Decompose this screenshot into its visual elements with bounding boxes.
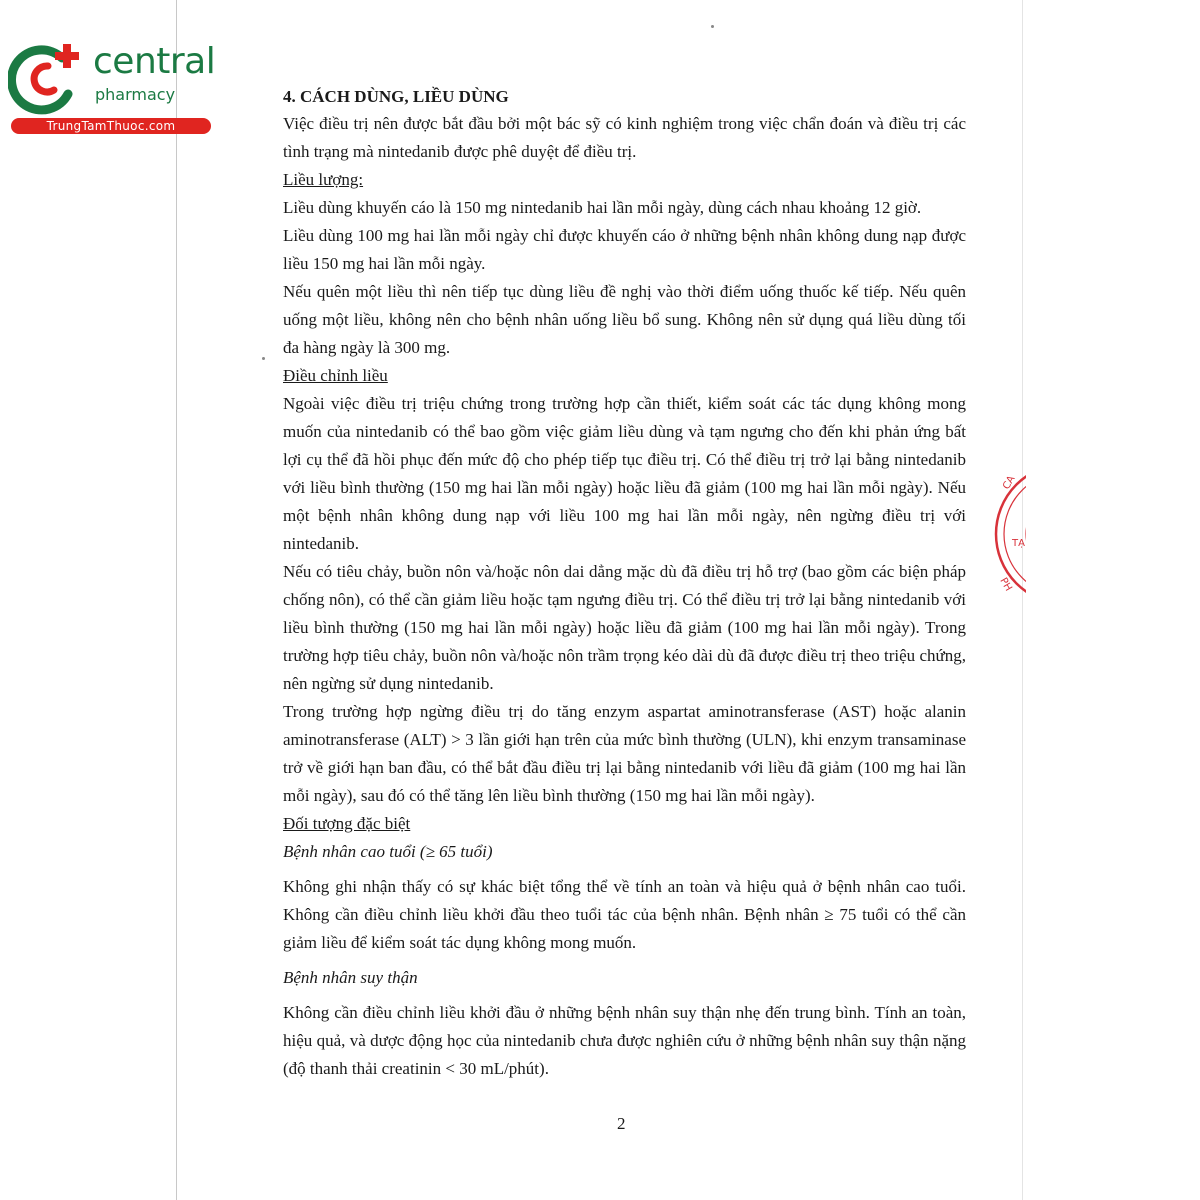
document-body [283,84,966,1083]
elderly-paragraph: Không ghi nhận thấy có sự khác biệt tổng thể về tính an toàn và hiệu quả ở bệnh nhân cao tuổi. Không cần điều chỉnh liều khởi đầu theo tuổi tác của bệnh nhân. Bệnh nhân ≥ 75 tuổi có thể cần giảm liều để kiểm soát tác dụng không mong muốn. [283,877,966,952]
logo-site-banner: TrungTamThuoc.com [11,118,211,134]
renal-paragraph: Không cần điều chỉnh liều khởi đầu ở những bệnh nhân suy thận nhẹ đến trung bình. Tính an toàn, hiệu quả, và dược động học của nintedanib chưa được nghiên cứu ở những bệnh nhân suy thận nặng (độ thanh thải creatinin < 30 mL/phút). [283,1003,966,1078]
adjustment-paragraph-1: Ngoài việc điều trị triệu chứng trong trường hợp cần thiết, kiểm soát các tác dụng không mong muốn của nintedanib có thể bao gồm việc giảm liều dùng và tạm ngưng cho đến khi phản ứng bất lợi cụ thể đã hồi phục đến mức độ cho phép tiếp tục điều trị. Có thể điều trị trở lại bằng nintedanib với liều bình thường (150 mg hai lần mỗi ngày) hoặc liều đã giảm (100 mg hai lần mỗi ngày). Nếu một bệnh nhân không dung nạp với liều 100 mg hai lần mỗi ngày, nên ngừng điều trị với nintedanib. [283,394,966,553]
page-number: 2 [617,1114,626,1133]
dosage-paragraph-2: Liều dùng 100 mg hai lần mỗi ngày chỉ được khuyến cáo ở những bệnh nhân không dung nạp được liều 150 mg hai lần mỗi ngày. [283,226,966,273]
elderly-subtitle: Bệnh nhân cao tuổi (≥ 65 tuổi) [283,842,493,861]
adjustment-paragraph-3: Trong trường hợp ngừng điều trị do tăng enzym aspartat aminotransferase (AST) hoặc alanin aminotransferase (ALT) > 3 lần giới hạn trên của mức bình thường (ULN), khi enzym transaminase trở về giới hạn ban đầu, có thể bắt đầu điều trị lại bằng nintedanib với liều đã giảm (100 mg hai lần mỗi ngày), sau đó có thể tăng lên liều bình thường (150 mg hai lần mỗi ngày). [283,702,966,805]
adjustment-paragraph-2: Nếu có tiêu chảy, buồn nôn và/hoặc nôn dai dẳng mặc dù đã điều trị hỗ trợ (bao gồm các biện pháp chống nôn), có thể cần giảm liều hoặc tạm ngưng điều trị. Có thể điều trị trở lại bằng nintedanib với liều bình thường (150 mg hai lần mỗi ngày) hoặc liều đã giảm (100 mg hai lần mỗi ngày). Trong trường hợp tiêu chảy, buồn nôn và/hoặc nôn trầm trọng kéo dài dù đã được điều trị theo triệu chứng, nên ngừng sử dụng nintedanib. [283,562,966,693]
svg-text:TẠ: TẠ [1012,538,1025,549]
dosage-paragraph-3: Nếu quên một liều thì nên tiếp tục dùng liều đề nghị vào thời điểm uống thuốc kế tiếp. Nếu quên uống một liều, không nên cho bệnh nhân uống liều bổ sung. Không nên sử dụng quá liều dùng tối đa hàng ngày là 300 mg. [283,282,966,357]
logo-subtitle: pharmacy [95,85,176,104]
svg-text:PH: PH [997,576,1014,594]
red-seal-stamp [992,460,1026,608]
adjustment-title: Điều chỉnh liều [283,366,388,385]
section-heading: 4. CÁCH DÙNG, LIỀU DÙNG [283,87,509,106]
logo-brand-name: central [93,41,216,82]
dosage-paragraph-1: Liều dùng khuyến cáo là 150 mg nintedanib hai lần mỗi ngày, dùng cách nhau khoảng 12 giờ. [283,198,922,217]
special-populations-title: Đối tượng đặc biệt [283,814,411,833]
page-edge-left [176,0,177,1200]
renal-subtitle: Bệnh nhân suy thận [283,968,418,987]
scan-speck [262,357,265,360]
scan-speck [711,25,714,28]
central-pharmacy-logo [8,38,216,138]
pharmacy-cross-logo-icon [8,38,88,116]
svg-text:CA: CA [1001,474,1018,492]
intro-paragraph: Việc điều trị nên được bắt đầu bởi một bác sỹ có kinh nghiệm trong việc chẩn đoán và điều trị các tình trạng mà nintedanib được phê duyệt để điều trị. [283,114,966,161]
dosage-title: Liều lượng: [283,170,364,189]
